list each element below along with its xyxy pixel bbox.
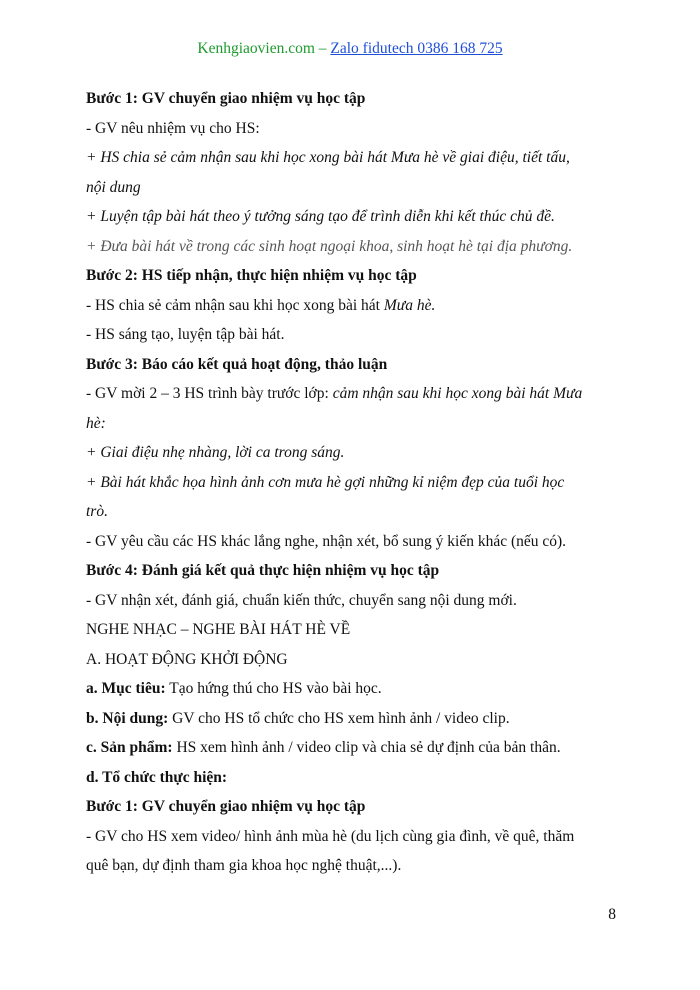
step-1-heading: Bước 1: GV chuyển giao nhiệm vụ học tập (86, 90, 366, 107)
answer-item: + Bài hát khắc họa hình ảnh cơn mưa hè gợi những kỉ niệm đẹp của tuổi học (86, 473, 565, 491)
answer-item: + Giai điệu nhẹ nhàng, lời ca trong sáng. (86, 444, 345, 461)
paragraph: - GV mời 2 – 3 HS trình bày trước lớp: cảm nhận sau khi học xong bài hát Mưa (86, 385, 583, 402)
header-contact-link[interactable]: Zalo fidutech 0386 168 725 (330, 40, 503, 57)
task-item-continued: nội dung (86, 178, 141, 196)
objective-line: a. Mục tiêu: Tạo hứng thú cho HS vào bài học. (86, 680, 382, 697)
section-subtitle: A. HOẠT ĐỘNG KHỞI ĐỘNG (86, 650, 288, 668)
task-item: + Đưa bài hát về trong các sinh hoạt ngoại khoa, sinh hoạt hè tại địa phương. (86, 237, 573, 255)
page-number: 8 (608, 906, 616, 923)
task-item: + Luyện tập bài hát theo ý tưởng sáng tạo để trình diễn khi kết thúc chủ đề. (86, 208, 555, 225)
paragraph: - GV cho HS xem video/ hình ảnh mùa hè (du lịch cùng gia đình, về quê, thăm (86, 827, 575, 845)
paragraph-continued: quê bạn, dự định tham gia khoa học nghệ thuật,...). (86, 857, 402, 874)
paragraph: - GV nhận xét, đánh giá, chuẩn kiến thức, chuyển sang nội dung mới. (86, 591, 517, 609)
section-title: NGHE NHẠC – NGHE BÀI HÁT HÈ VỀ (86, 621, 351, 638)
page-header (0, 40, 700, 58)
paragraph: - GV nêu nhiệm vụ cho HS: (86, 119, 260, 137)
header-separator: – (314, 40, 331, 57)
document-body (86, 84, 618, 881)
step-1-heading: Bước 1: GV chuyển giao nhiệm vụ học tập (86, 798, 366, 815)
step-4-heading: Bước 4: Đánh giá kết quả thực hiện nhiệm vụ học tập (86, 562, 440, 579)
product-line: c. Sản phẩm: HS xem hình ảnh / video clip và chia sẻ dự định của bản thân. (86, 739, 561, 756)
content-line: b. Nội dung: GV cho HS tổ chức cho HS xem hình ảnh / video clip. (86, 709, 510, 727)
answer-item-continued: trò. (86, 503, 108, 520)
organization-heading: d. Tổ chức thực hiện: (86, 768, 228, 786)
paragraph: - HS chia sẻ cảm nhận sau khi học xong bài hát Mưa hè. (86, 296, 436, 314)
header-site: Kenhgiaovien.com (197, 40, 315, 57)
paragraph: - HS sáng tạo, luyện tập bài hát. (86, 326, 285, 343)
task-item: + HS chia sẻ cảm nhận sau khi học xong bài hát Mưa hè về giai điệu, tiết tấu, (86, 149, 570, 166)
step-3-heading: Bước 3: Báo cáo kết quả hoạt động, thảo luận (86, 355, 388, 373)
paragraph: - GV yêu cầu các HS khác lắng nghe, nhận xét, bổ sung ý kiến khác (nếu có). (86, 532, 567, 550)
paragraph-continued: hè: (86, 414, 106, 432)
step-2-heading: Bước 2: HS tiếp nhận, thực hiện nhiệm vụ học tập (86, 267, 417, 284)
